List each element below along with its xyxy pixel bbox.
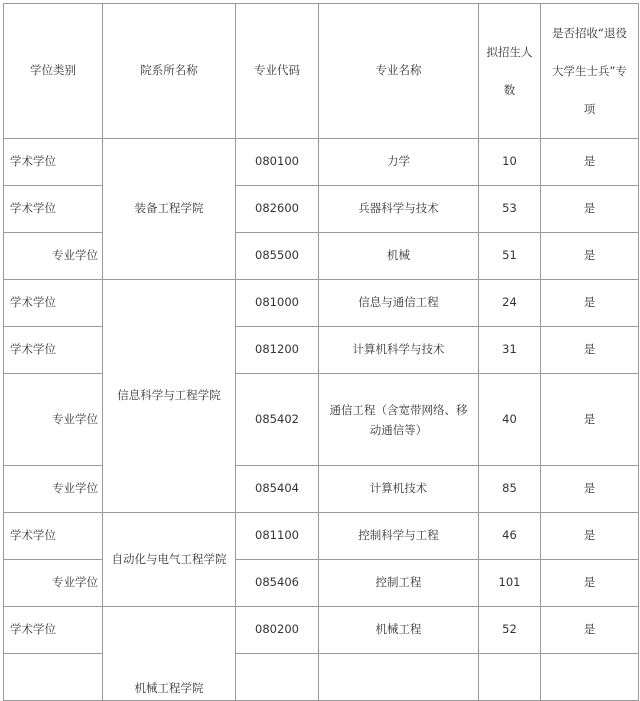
major-name-cell: 机械 [319,233,479,280]
planned-count-cell: 52 [479,607,541,654]
table-row [4,654,639,701]
veteran-cell: 是 [541,374,639,466]
table-row [4,513,639,560]
header-veteran-program: 是否招收“退役大学生士兵”专项 [541,4,639,139]
school-cell: 机械工程学院 [103,607,236,701]
header-major-code: 专业代码 [236,4,319,139]
planned-count-cell [479,654,541,701]
table-row [4,374,639,466]
planned-count-cell: 51 [479,233,541,280]
major-name-cell [319,654,479,701]
veteran-cell [541,654,639,701]
planned-count-cell: 10 [479,139,541,186]
major-name-cell: 计算机科学与技术 [319,327,479,374]
major-code-cell: 085404 [236,466,319,513]
school-cell: 自动化与电气工程学院 [103,513,236,607]
veteran-cell: 是 [541,327,639,374]
major-name-cell: 控制工程 [319,560,479,607]
major-name-cell: 兵器科学与技术 [319,186,479,233]
degree-type-cell: 学术学位 [4,186,103,233]
degree-type-cell: 专业学位 [4,466,103,513]
veteran-cell: 是 [541,186,639,233]
major-code-cell: 085500 [236,233,319,280]
table-row [4,233,639,280]
planned-count-cell: 53 [479,186,541,233]
table-row [4,607,639,654]
table-row [4,139,639,186]
header-planned-count: 拟招生人数 [479,4,541,139]
planned-count-cell: 46 [479,513,541,560]
major-name-cell: 机械工程 [319,607,479,654]
major-code-cell: 081200 [236,327,319,374]
degree-type-cell: 专业学位 [4,560,103,607]
major-name-cell: 通信工程（含宽带网络、移动通信等） [319,374,479,466]
major-name-cell: 计算机技术 [319,466,479,513]
major-code-cell: 081100 [236,513,319,560]
degree-type-cell: 专业学位 [4,233,103,280]
major-code-cell: 080100 [236,139,319,186]
school-cell: 装备工程学院 [103,139,236,280]
veteran-cell: 是 [541,466,639,513]
major-code-cell: 085406 [236,560,319,607]
header-major-name: 专业名称 [319,4,479,139]
major-code-cell: 080200 [236,607,319,654]
degree-type-cell: 学术学位 [4,139,103,186]
planned-count-cell: 40 [479,374,541,466]
header-degree-type: 学位类别 [4,4,103,139]
veteran-cell: 是 [541,139,639,186]
major-code-cell: 081000 [236,280,319,327]
table-row [4,327,639,374]
table-row [4,560,639,607]
table-row [4,280,639,327]
veteran-cell: 是 [541,607,639,654]
degree-type-cell: 学术学位 [4,513,103,560]
planned-count-cell: 31 [479,327,541,374]
veteran-cell: 是 [541,513,639,560]
header-school: 院系所名称 [103,4,236,139]
major-name-cell: 信息与通信工程 [319,280,479,327]
table-row [4,186,639,233]
veteran-cell: 是 [541,560,639,607]
table-header-row [4,4,639,139]
degree-type-cell: 学术学位 [4,607,103,654]
planned-count-cell: 101 [479,560,541,607]
planned-count-cell: 85 [479,466,541,513]
veteran-cell: 是 [541,233,639,280]
major-name-cell: 力学 [319,139,479,186]
major-name-cell: 控制科学与工程 [319,513,479,560]
veteran-cell: 是 [541,280,639,327]
degree-type-cell: 学术学位 [4,280,103,327]
major-code-cell [236,654,319,701]
degree-type-cell [4,654,103,701]
major-code-cell: 085402 [236,374,319,466]
degree-type-cell: 专业学位 [4,374,103,466]
major-code-cell: 082600 [236,186,319,233]
table-row [4,466,639,513]
admissions-table [3,3,639,701]
degree-type-cell: 学术学位 [4,327,103,374]
planned-count-cell: 24 [479,280,541,327]
school-cell: 信息科学与工程学院 [103,280,236,513]
